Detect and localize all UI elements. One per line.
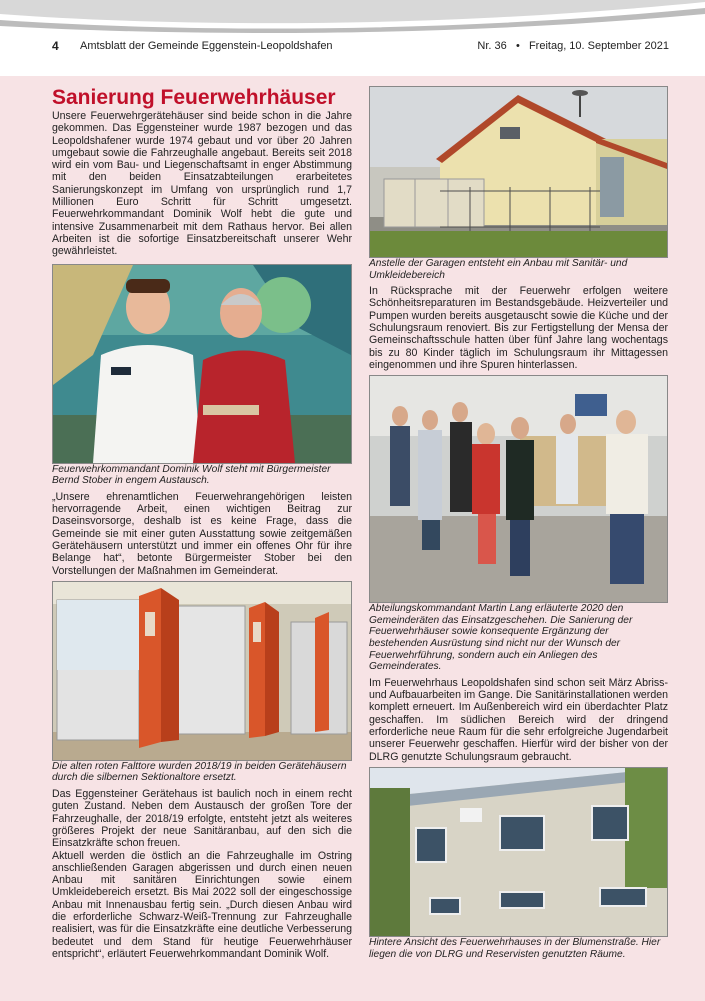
eggenstein-paragraph-2: Aktuell werden die östlich an die Fahrzeughalle im Ostring anschließenden Garagen abgerissen und durch einen neuen Anbau mit sanitären Einrichtungen sowie einem Umkleidebereich ersetzt. Bis Mai 2022 soll der eingeschossige Anbau mit Innenausbau fertig sein. „Durch diesen Anbau wird die erforderliche Schwarz-Weiß-Trennung zur Fahrzeughalle realisiert, was für die Einsatzkräfte eine deutliche Verbesserung bedeutet und dem Stand für heutige Feuerwehrhäuser entspricht“, erläutert Feuerwehrkommandant Dominik Wolf. <box>52 849 352 960</box>
right-column <box>369 86 668 964</box>
header-swoosh <box>0 0 705 36</box>
photo-wolf-stober <box>52 264 352 464</box>
caption-wolf-stober: Feuerwehrkommandant Dominik Wolf steht mit Bürgermeister Bernd Stober in engem Austausch. <box>52 463 331 487</box>
photo-garages-building <box>369 86 668 258</box>
rueckspache-paragraph: In Rücksprache mit der Feuerwehr erfolgen weitere Schönheitsreparaturen im Bestandsgebäude. Heizverteiler und Pumpen wurden bereits ausgetauscht sowie die Küche und der Schulungsraum renoviert. Bis zur Fertigstellung der Mensa der Gemeinschaftsschule hatten über fünf Jahre lang wochentags bis zu 80 Kinder täglich im Schulungsraum ihr Mittagessen eingenommen und ihre Spuren hinterlassen. <box>369 285 668 371</box>
eggenstein-paragraph-1: Das Eggensteiner Gerätehaus ist baulich noch in einem recht guten Zustand. Neben dem Austausch der großen Tore der Fahrzeughalle, der 2018/19 erfolgte, entsteht jetzt als weiteres größeres Projekt der neue Sanitäranbau, auf den sich die Einsatzkräfte schon freuen. <box>52 788 352 850</box>
publication-title: Amtsblatt der Gemeinde Eggenstein-Leopoldshafen <box>80 40 333 52</box>
page-number: 4 <box>52 39 59 53</box>
photo-fire-station-doors <box>52 581 352 761</box>
intro-paragraph: Unsere Feuerwehrgerätehäuser sind beide schon in die Jahre gekommen. Das Eggensteiner wurde 1987 bezogen und das Leopoldshafener wurde 1974 gebaut und vor über 20 Jahren umgebaut sowie die Fahrzeughalle angebaut. Bereits seit 2018 wird ein vom Bau- und Liegenschaftsamt in enger Abstimmung mit den beiden Einsatzabteilungen erarbeitetes Sanierungskonzept im Umfang von ursprünglich rund 1,7 Millionen Euro Schritt für Schritt umgesetzt. Feuerwehrkommandant Dominik Wolf hebt die gute und intensive Zusammenarbeit mit dem Rathaus hervor. Bei allen Arbeiten ist die sofortige Einsatzbereitschaft unserer Wehr gewährleistet. <box>52 110 352 258</box>
quote-paragraph: „Unsere ehrenamtlichen Feuerwehrangehörigen leisten hervorragende Arbeit, einen wichtigen Beitrag zur Daseinsvorsorge, deshalb ist es keine Frage, dass die Gemeinde sie mit einer guten Ausstattung sowie zeitgemäßen Gerätehäusern unterstützt und immer ein offenes Ohr für ihre Belange hat“, betonte Bürgermeister Stober bei den Vorstellungen der Maßnahmen im Gemeinderat. <box>52 490 352 577</box>
left-column <box>52 86 352 964</box>
caption-council: Abteilungskommandant Martin Lang erläuterte 2020 den Gemeinderäten das Einsatzgeschehen. Die Sanierung der Feuerwehrhäuser sowie konsequente Ergänzung der bestehenden Ausrüstung sind nicht nur der Wunsch der Feuerwehrführung, sondern auch ein Anliegen des Gemeinderates. <box>369 603 633 673</box>
caption-rear-view: Hintere Ansicht des Feuerwehrhauses in der Blumenstraße. Hier liegen die von DLRG und Reservisten genutzten Räume. <box>369 936 661 960</box>
issue-date: Nr. 36 • Freitag, 10. September 2021 <box>477 40 669 52</box>
page-header <box>0 36 705 62</box>
leopoldshafen-paragraph: Im Feuerwehrhaus Leopoldshafen sind schon seit März Abriss- und Aufbauarbeiten im Gange. Die Sanitärinstallationen werden komplett erneuert. Im Außenbereich wird ein überdachter Platz geschaffen. Im südlichen Bereich wird der dringend erforderliche neue Raum für die sehr erfolgreiche Jugendarbeit unserer Feuerwehr geschaffen. Hierfür wird der bisher von der DLRG genutzte Schulungsraum gebraucht. <box>369 676 668 763</box>
article-title: Sanierung Feuerwehrhäuser <box>52 86 336 109</box>
caption-garages: Anstelle der Garagen entsteht ein Anbau mit Sanitär- und Umkleidebereich <box>369 258 628 281</box>
photo-council-visit <box>369 375 668 603</box>
photo-rear-view <box>369 767 668 937</box>
caption-doors: Die alten roten Falttore wurden 2018/19 in beiden Gerätehäusern durch die silbernen Sektionaltore ersetzt. <box>52 760 347 784</box>
